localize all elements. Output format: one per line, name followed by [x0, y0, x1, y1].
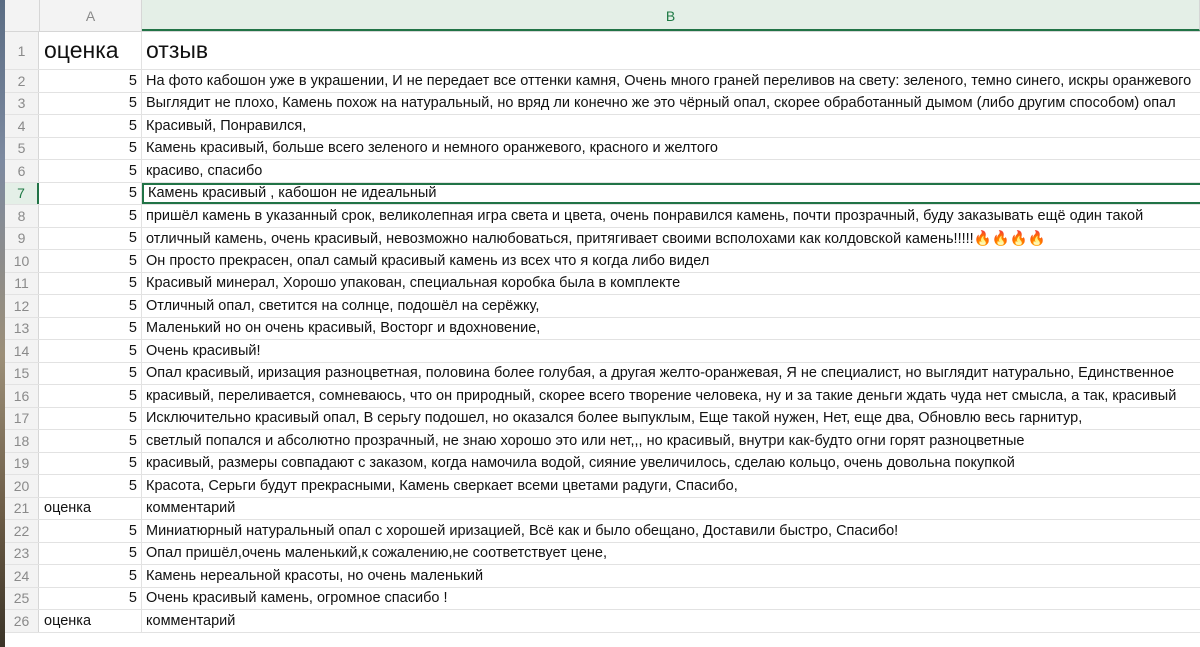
cell-review[interactable]: Камень красивый, больше всего зеленого и немного оранжевого, красного и желтого [146, 140, 718, 157]
cell-rating[interactable]: 5 [40, 273, 142, 295]
row-number[interactable]: 6 [5, 160, 39, 182]
cell-rating[interactable]: 5 [40, 543, 142, 565]
cell-review[interactable]: комментарий [146, 500, 236, 517]
cell-rating[interactable]: оценка [40, 498, 142, 520]
row-number[interactable]: 24 [5, 565, 39, 587]
row-number[interactable]: 16 [5, 385, 39, 407]
cell-review[interactable]: Опал красивый, иризация разноцветная, половина более голубая, а другая желто-оранжевая, Я не специалист, но выглядит натурально, Единственное [146, 365, 1175, 382]
table-row [5, 250, 1200, 273]
table-row [5, 588, 1200, 611]
cell-rating[interactable]: оценка [40, 610, 142, 632]
row-number[interactable]: 23 [5, 543, 39, 565]
cell-rating[interactable]: 5 [40, 93, 142, 115]
row-number[interactable]: 22 [5, 520, 39, 542]
cell-rating[interactable]: 5 [40, 588, 142, 610]
table-row [5, 408, 1200, 431]
table-row [5, 453, 1200, 476]
cell-rating[interactable]: 5 [40, 70, 142, 92]
select-all-corner[interactable] [5, 0, 40, 31]
cell-rating[interactable]: 5 [40, 205, 142, 227]
row-number[interactable]: 1 [5, 32, 39, 69]
cell-rating[interactable]: 5 [40, 453, 142, 475]
column-header-bar [5, 0, 1200, 32]
cell-review[interactable]: На фото кабошон уже в украшении, И не передает все оттенки камня, Очень много граней переливов на свету: зеленого, темно синего, искры оранжевого [146, 72, 1192, 89]
table-row [5, 115, 1200, 138]
table-row [5, 205, 1200, 228]
row-number[interactable]: 12 [5, 295, 39, 317]
cell-review[interactable]: красивый, переливается, сомневаюсь, что он природный, скорее всего творение человека, ну и за такие деньги ждать чуда нет смысла, а так, красивый [146, 387, 1177, 404]
cell-rating[interactable]: 5 [40, 385, 142, 407]
cell-rating[interactable]: 5 [40, 318, 142, 340]
cell-rating[interactable]: 5 [40, 115, 142, 137]
table-row [5, 430, 1200, 453]
row-number[interactable]: 21 [5, 498, 39, 520]
cell-rating[interactable]: 5 [40, 475, 142, 497]
cell-rating[interactable]: 5 [40, 408, 142, 430]
cell-rating[interactable]: 5 [40, 565, 142, 587]
table-row [5, 160, 1200, 183]
table-row [5, 565, 1200, 588]
table-row [5, 340, 1200, 363]
column-header-b[interactable]: B [142, 0, 1200, 31]
row-number[interactable]: 2 [5, 70, 39, 92]
cell-review[interactable]: Он просто прекрасен, опал самый красивый камень из всех что я когда либо видел [146, 252, 710, 269]
cell-review[interactable]: Красивый минерал, Хорошо упакован, специальная коробка была в комплекте [146, 275, 681, 292]
cell-rating[interactable]: 5 [40, 250, 142, 272]
cell-rating[interactable]: 5 [40, 183, 142, 205]
cell-review[interactable]: Камень нереальной красоты, но очень маленький [146, 567, 484, 584]
table-row [5, 228, 1200, 251]
cell-rating[interactable]: 5 [40, 430, 142, 452]
cell-review[interactable]: комментарий [146, 612, 236, 629]
table-row [5, 385, 1200, 408]
table-row [5, 363, 1200, 386]
cell-review[interactable]: Очень красивый камень, огромное спасибо ! [146, 590, 448, 607]
row-number[interactable]: 8 [5, 205, 39, 227]
cell-review[interactable]: Выглядит не плохо, Камень похож на натуральный, но вряд ли конечно же это чёрный опал, скорее обработанный дымом (либо другим способом) опал [146, 95, 1176, 112]
row-number[interactable]: 18 [5, 430, 39, 452]
cell-review[interactable]: Маленький но он очень красивый, Восторг и вдохновение, [146, 320, 541, 337]
table-row [5, 183, 1200, 206]
row-number[interactable]: 14 [5, 340, 39, 362]
table-row [5, 475, 1200, 498]
cell-review[interactable]: красивый, размеры совпадают с заказом, когда намочила водой, сияние увеличилось, сделаю кольцо, очень довольна покупкой [146, 455, 1015, 472]
cell-review[interactable]: Отличный опал, светится на солнце, подошёл на серёжку, [146, 297, 540, 314]
row-number[interactable]: 15 [5, 363, 39, 385]
cell-review[interactable]: отличный камень, очень красивый, невозможно налюбоваться, притягивает своими всполохами как колдовской камень!!!!!🔥🔥🔥🔥 [146, 230, 1046, 247]
rows-container [5, 32, 1200, 633]
table-row [5, 543, 1200, 566]
row-number[interactable]: 4 [5, 115, 39, 137]
cell-rating[interactable]: 5 [40, 160, 142, 182]
cell-review[interactable]: Миниатюрный натуральный опал с хорошей иризацией, Всё как и было обещано, Доставили быстро, Спасибо! [146, 522, 899, 539]
cell-review[interactable]: Исключительно красивый опал, В серьгу подошел, но оказался более выпуклым, Еще такой нужен, Нет, еще два, Обновлю весь гарнитур, [146, 410, 1083, 427]
row-number[interactable]: 17 [5, 408, 39, 430]
table-row [5, 498, 1200, 521]
cell-rating[interactable]: 5 [40, 295, 142, 317]
cell-review[interactable]: Камень красивый , кабошон не идеальный [142, 183, 1200, 205]
row-number[interactable]: 9 [5, 228, 39, 250]
cell-rating[interactable]: 5 [40, 340, 142, 362]
row-number[interactable]: 25 [5, 588, 39, 610]
cell-review[interactable]: Опал пришёл,очень маленький,к сожалению,не соответствует цене, [146, 545, 608, 562]
row-number[interactable]: 5 [5, 138, 39, 160]
cell-rating[interactable]: оценка [40, 32, 142, 69]
row-number[interactable]: 26 [5, 610, 39, 632]
cell-review[interactable]: пришёл камень в указанный срок, великолепная игра света и цвета, очень понравился камень, почти прозрачный, буду заказывать ещё один такой [146, 207, 1144, 224]
cell-rating[interactable]: 5 [40, 363, 142, 385]
row-number[interactable]: 7 [5, 183, 39, 205]
row-number[interactable]: 3 [5, 93, 39, 115]
row-number[interactable]: 11 [5, 273, 39, 295]
row-number[interactable]: 19 [5, 453, 39, 475]
cell-rating[interactable]: 5 [40, 138, 142, 160]
table-row [5, 318, 1200, 341]
table-row [5, 273, 1200, 296]
table-row [5, 93, 1200, 116]
table-row [5, 138, 1200, 161]
column-header-a[interactable]: A [40, 0, 142, 31]
cell-review[interactable]: красиво, спасибо [146, 162, 263, 179]
cell-review[interactable]: Красивый, Понравился, [146, 117, 307, 134]
row-number[interactable]: 20 [5, 475, 39, 497]
cell-rating[interactable]: 5 [40, 228, 142, 250]
cell-review[interactable]: светлый попался и абсолютно прозрачный, не знаю хорошо это или нет,,, но красивый, внутри как-будто огни горят разноцветные [146, 432, 1025, 449]
table-row [5, 295, 1200, 318]
spreadsheet-grid[interactable] [5, 0, 1200, 647]
cell-review[interactable]: отзыв [146, 37, 209, 63]
cell-rating[interactable]: 5 [40, 520, 142, 542]
table-row [5, 70, 1200, 93]
row-number[interactable]: 13 [5, 318, 39, 340]
cell-review[interactable]: Очень красивый! [146, 342, 261, 359]
table-row [5, 32, 1200, 70]
row-number[interactable]: 10 [5, 250, 39, 272]
table-row [5, 610, 1200, 633]
cell-review[interactable]: Красота, Серьги будут прекрасными, Камень сверкает всеми цветами радуги, Спасибо, [146, 477, 738, 494]
table-row [5, 520, 1200, 543]
